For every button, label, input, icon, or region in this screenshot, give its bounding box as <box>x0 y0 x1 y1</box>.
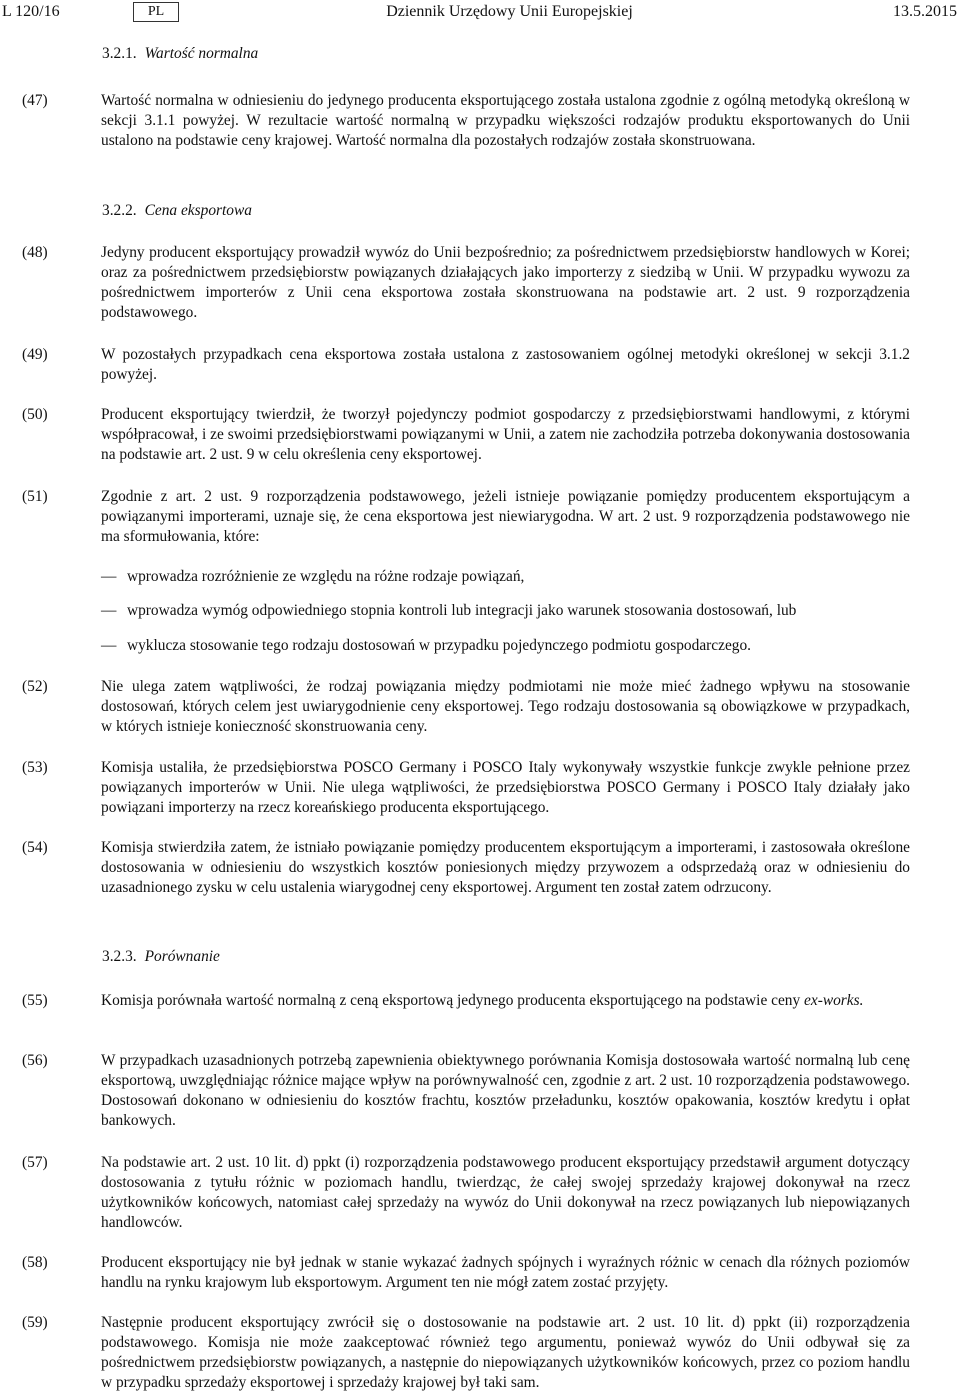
paragraph-text: Wartość normalna w odniesieniu do jedynego producenta eksportującego została ustalona zgodnie z ogólną metodyką określoną w sekcji 3.1.1 powyżej. W rezultacie wartość normalną w przypadku większości rodzajów produktu eksportowanych do Unii ustalono na podstawie ceny krajowej. Wartość normalna dla pozostałych rodzajów została skonstruowana. <box>101 92 910 149</box>
dash-item-text: wyklucza stosowanie tego rodzaju dostosowań w przypadku pojedynczego podmiotu gospodarczego. <box>127 637 752 654</box>
section-title: Porównanie <box>144 948 220 965</box>
paragraph-text: W przypadkach uzasadnionych potrzebą zapewnienia obiektywnego porównania Komisja dostosowała wartość normalną lub cenę eksportową, uwzględniając różnice mające wpływ na porównywalność cen, zgodnie z art. 2 ust. 10 rozporządzenia podstawowego. Dostosowań dokonano w odniesieniu do kosztów frachtu, kosztów przeładunku, kosztów opakowania, kosztów kredytu i opłat bankowych. <box>101 1052 910 1129</box>
paragraph-number: (56) <box>22 1052 48 1069</box>
section-heading-3-2-3 <box>102 947 220 967</box>
paragraph-text: Nie ulega zatem wątpliwości, że rodzaj powiązania między podmiotami nie może mieć żadnego wpływu na stosowanie dostosowań, których celem jest uwiarygodnienie ceny eksportowej. Tego rodzaju dostosowania są obowiązkowe w przypadkach, w których istnieje konieczność skonstruowania ceny. <box>101 678 910 735</box>
dash-marker: — <box>101 637 117 654</box>
section-number: 3.2.2. <box>102 202 137 219</box>
paragraph-text: Zgodnie z art. 2 ust. 9 rozporządzenia podstawowego, jeżeli istnieje powiązanie pomiędzy producentem eksportującym a powiązanymi importerami, uznaje się, że cena eksportowa jest niewiarygodna. W art. 2 ust. 9 rozporządzenia podstawowego nie ma sformułowania, które: <box>101 488 910 545</box>
dash-item-text: wprowadza rozróżnienie ze względu na różne rodzaje powiązań, <box>127 568 525 585</box>
publication-date: 13.5.2015 <box>893 3 957 20</box>
paragraph-text-main: Komisja porównała wartość normalną z ceną eksportową jedynego producenta eksportującego na podstawie ceny <box>101 992 801 1009</box>
paragraph-text: Producent eksportujący nie był jednak w stanie wykazać żadnych spójnych i wyraźnych różnic w cenach dla różnych poziomów handlu na rynku krajowym lub eksportowym. Argument ten nie mógł zatem zostać przyjęty. <box>101 1254 910 1291</box>
paragraph-number: (47) <box>22 92 48 109</box>
paragraph-text: Następnie producent eksportujący zwrócił się o dostosowanie na podstawie art. 2 ust. 10 lit. d) ppkt (ii) rozporządzenia podstawowego. Komisja nie może zaakceptować również tego argumentu, ponieważ wywóz do Unii odbywał się za pośrednictwem przedsiębiorstw powiązanych, a następnie do niepowiązanych użytkowników końcowych, przez co poziom handlu w przypadku sprzedaży eksportowej i sprzedaży krajowej był taki sam. <box>101 1314 910 1391</box>
paragraph-number: (58) <box>22 1254 48 1271</box>
paragraph-text <box>101 991 910 1011</box>
dash-list-item <box>101 636 751 656</box>
paragraph-text: Komisja stwierdziła zatem, że istniało powiązanie pomiędzy producentem eksportującym a importerami, i zastosowała określone dostosowania w odniesieniu do wszystkich kosztów poniesionych między przywozem a odsprzedażą oraz w odniesieniu do uzasadnionego zysku w celu ustalenia wiarygodnej ceny eksportowej. Argument ten został zatem odrzucony. <box>101 839 910 896</box>
paragraph-number: (54) <box>22 839 48 856</box>
dash-list-item <box>101 567 524 587</box>
section-number: 3.2.1. <box>102 45 137 62</box>
paragraph-number: (49) <box>22 346 48 363</box>
paragraph-number: (52) <box>22 678 48 695</box>
page-header <box>2 0 957 26</box>
dash-item-text: wprowadza wymóg odpowiedniego stopnia kontroli lub integracji jako warunek stosowania dostosowań, lub <box>127 602 797 619</box>
journal-title: Dziennik Urzędowy Unii Europejskiej <box>386 3 633 20</box>
paragraph-text: W pozostałych przypadkach cena eksportowa została ustalona z zastosowaniem ogólnej metodyki określonej w sekcji 3.1.2 powyżej. <box>101 346 910 383</box>
paragraph-text-italic: ex-works. <box>804 992 864 1009</box>
section-heading-3-2-2 <box>102 201 252 221</box>
paragraph-number: (55) <box>22 992 48 1009</box>
paragraph-number: (51) <box>22 488 48 505</box>
section-title: Wartość normalna <box>144 45 259 62</box>
dash-list-item <box>101 601 796 621</box>
paragraph-number: (59) <box>22 1314 48 1331</box>
paragraph-number: (53) <box>22 759 48 776</box>
paragraph-text: Jedyny producent eksportujący prowadził wywóz do Unii bezpośrednio; za pośrednictwem przedsiębiorstw handlowych w Korei; oraz za pośrednictwem przedsiębiorstw powiązanych działających jako importerzy z siedzibą w Unii. W przypadku wywozu za pośrednictwem importerów z Unii cena eksportowa została skonstruowana na podstawie art. 2 ust. 9 rozporządzenia podstawowego. <box>101 244 910 321</box>
language-badge: PL <box>133 2 179 22</box>
section-title: Cena eksportowa <box>144 202 252 219</box>
section-heading-3-2-1 <box>102 44 258 64</box>
paragraph-text: Komisja ustaliła, że przedsiębiorstwa POSCO Germany i POSCO Italy wykonywały wszystkie funkcje zwykle pełnione przez powiązanych importerów w Unii. Nie ulega wątpliwości, że przedsiębiorstwa POSCO Germany i POSCO Italy działały jako powiązani importerzy na rzecz koreańskiego producenta eksportującego. <box>101 759 910 816</box>
page-reference: L 120/16 <box>2 3 60 20</box>
dash-marker: — <box>101 568 117 585</box>
paragraph-number: (48) <box>22 244 48 261</box>
paragraph-text: Producent eksportujący twierdził, że tworzył pojedynczy podmiot gospodarczy z przedsiębiorstwami handlowymi, z którymi współpracował, i ze swoimi przedsiębiorstwami powiązanymi w Unii, a zatem nie zachodziła potrzeba dokonywania dostosowania na podstawie art. 2 ust. 9 w celu określenia ceny eksportowej. <box>101 406 910 463</box>
section-number: 3.2.3. <box>102 948 137 965</box>
paragraph-text: Na podstawie art. 2 ust. 10 lit. d) ppkt (i) rozporządzenia podstawowego producent eksportujący przedstawił argument dotyczący dostosowania z tytułu różnic w poziomach handlu, twierdząc, że całej swojej sprzedaży krajowej dokonywał na rzecz użytkowników końcowych, natomiast całej sprzedaży na wywóz do Unii dokonywał na rzecz powiązanych lub niepowiązanych handlowców. <box>101 1154 910 1231</box>
paragraph-number: (50) <box>22 406 48 423</box>
dash-marker: — <box>101 602 117 619</box>
paragraph-number: (57) <box>22 1154 48 1171</box>
